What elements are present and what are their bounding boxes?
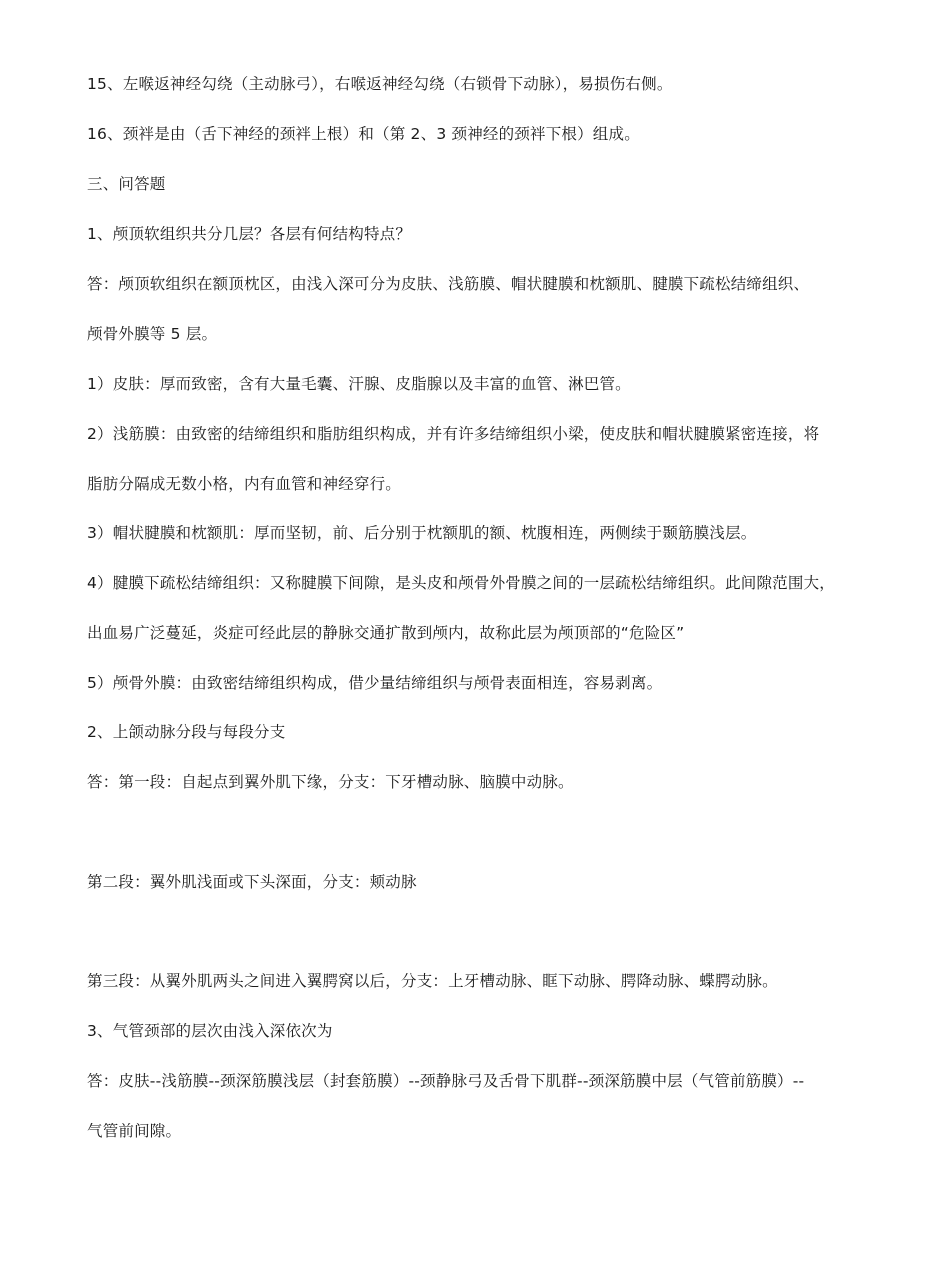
fill-in-answer-16: 16、颈袢是由（舌下神经的颈袢上根）和（第 2、3 颈神经的颈袢下根）组成。 <box>87 125 640 143</box>
question-3: 3、气管颈部的层次由浅入深依次为 <box>87 1022 333 1040</box>
answer-1-item-4-line-1: 4）腱膜下疏松结缔组织：又称腱膜下间隙，是头皮和颅骨外骨膜之间的一层疏松结缔组织。此间隙范围大， <box>87 574 835 592</box>
answer-1-item-2-line-2: 脂肪分隔成无数小格，内有血管和神经穿行。 <box>87 475 402 493</box>
question-1: 1、颅顶软组织共分几层？各层有何结构特点？ <box>87 225 412 243</box>
answer-2-segment-2: 第二段：翼外肌浅面或下头深面，分支：颊动脉 <box>87 873 417 891</box>
question-2: 2、上颌动脉分段与每段分支 <box>87 723 286 741</box>
answer-1-item-5: 5）颅骨外膜：由致密结缔组织构成，借少量结缔组织与颅骨表面相连，容易剥离。 <box>87 674 663 692</box>
answer-2-segment-3: 第三段：从翼外肌两头之间进入翼腭窝以后，分支：上牙槽动脉、眶下动脉、腭降动脉、蝶腭动脉。 <box>87 972 778 990</box>
answer-1-item-4-line-2: 出血易广泛蔓延，炎症可经此层的静脉交通扩散到颅内，故称此层为颅顶部的“危险区” <box>87 624 685 642</box>
answer-1-item-3: 3）帽状腱膜和枕额肌：厚而坚韧，前、后分别于枕额肌的额、枕腹相连，两侧续于颞筋膜浅层。 <box>87 524 757 542</box>
section-heading-qa: 三、问答题 <box>87 175 166 193</box>
answer-1-item-1: 1）皮肤：厚而致密，含有大量毛囊、汗腺、皮脂腺以及丰富的血管、淋巴管。 <box>87 375 631 393</box>
answer-2-segment-1: 答：第一段：自起点到翼外肌下缘，分支：下牙槽动脉、脑膜中动脉。 <box>87 773 574 791</box>
answer-3-line-2: 气管前间隙。 <box>87 1122 182 1140</box>
answer-1-line-1: 答：颅顶软组织在额顶枕区，由浅入深可分为皮肤、浅筋膜、帽状腱膜和枕额肌、腱膜下疏松结缔组织、 <box>87 275 810 293</box>
answer-1-item-2-line-1: 2）浅筋膜：由致密的结缔组织和脂肪组织构成，并有许多结缔组织小梁，使皮肤和帽状腱膜紧密连接，将 <box>87 425 820 443</box>
answer-3-line-1: 答：皮肤--浅筋膜--颈深筋膜浅层（封套筋膜）--颈静脉弓及舌骨下肌群--颈深筋膜中层（气管前筋膜）-- <box>87 1072 805 1090</box>
answer-1-line-2: 颅骨外膜等 5 层。 <box>87 325 218 343</box>
fill-in-answer-15: 15、左喉返神经勾绕（主动脉弓），右喉返神经勾绕（右锁骨下动脉），易损伤右侧。 <box>87 75 673 93</box>
